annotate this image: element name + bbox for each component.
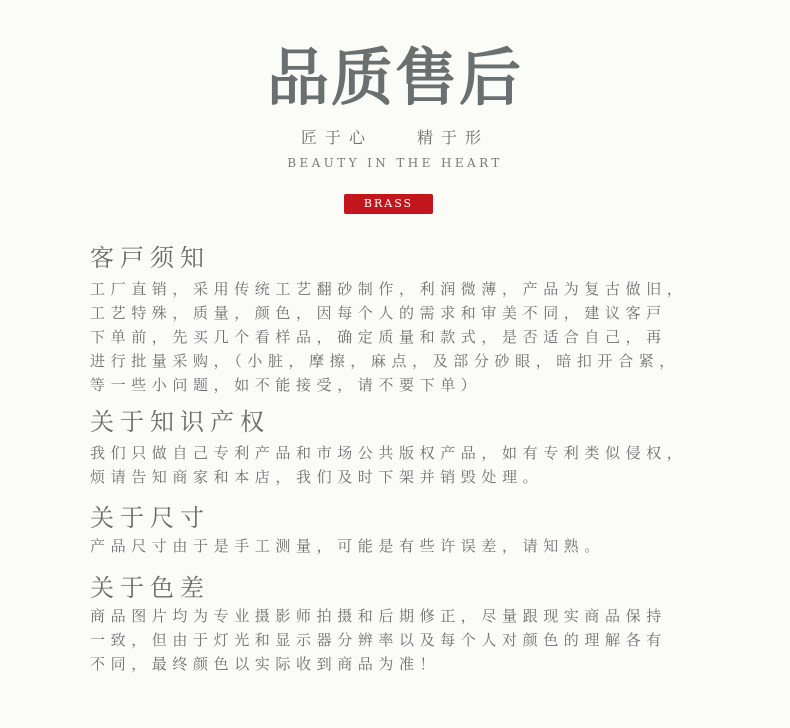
- body-line: 我们只做自己专利产品和市场公共版权产品，如有专利类似侵权，: [90, 444, 688, 462]
- body-line: 烦请告知商家和本店，我们及时下架并销毁处理。: [90, 468, 544, 486]
- section-title-ip: 关于知识产权: [90, 408, 270, 436]
- body-line: 工厂直销，采用传统工艺翻砂制作，利润微薄，产品为复古做旧，: [90, 280, 688, 298]
- slogan-cn: [0, 127, 790, 149]
- body-line: 下单前，先买几个看样品，确定质量和款式，是否适合自己，再: [90, 328, 667, 346]
- section-body-customer-notice: [90, 277, 740, 397]
- slogan-right: 精于形: [417, 128, 490, 147]
- body-line: 工艺特殊，质量，颜色，因每个人的需求和审美不同，建议客戸: [90, 304, 667, 322]
- section-title-customer-notice: 客戸须知: [90, 244, 210, 272]
- body-line: 进行批量采购，（小脏，摩擦，麻点，及部分砂眼，暗扣开合紧，: [90, 352, 680, 370]
- section-body-ip: [90, 441, 740, 489]
- section-title-color-diff: 关于色差: [90, 574, 210, 602]
- body-line: 不同，最终颜色以实际收到商品为准！: [90, 655, 441, 673]
- page-title: 品质售后: [266, 41, 523, 114]
- brass-badge: BRASS: [344, 194, 433, 214]
- body-line: 商品图片均为专业摄影师拍摄和后期修正，尽量跟现实商品保持: [90, 607, 667, 625]
- slogan-en: BEAUTY IN THE HEART: [287, 156, 503, 170]
- section-title-size: 关于尺寸: [90, 504, 210, 532]
- slogan-left: 匠于心: [300, 128, 373, 147]
- section-body-color-diff: [90, 604, 740, 676]
- body-line: 等一些小问题，如不能接受，请不要下单）: [90, 376, 482, 394]
- section-body-size: [90, 534, 740, 558]
- body-line: 一致，但由于灯光和显示器分辨率以及每个人对颜色的理解各有: [90, 631, 667, 649]
- body-line: 产品尺寸由于是手工测量，可能是有些许误差，请知熟。: [90, 537, 606, 555]
